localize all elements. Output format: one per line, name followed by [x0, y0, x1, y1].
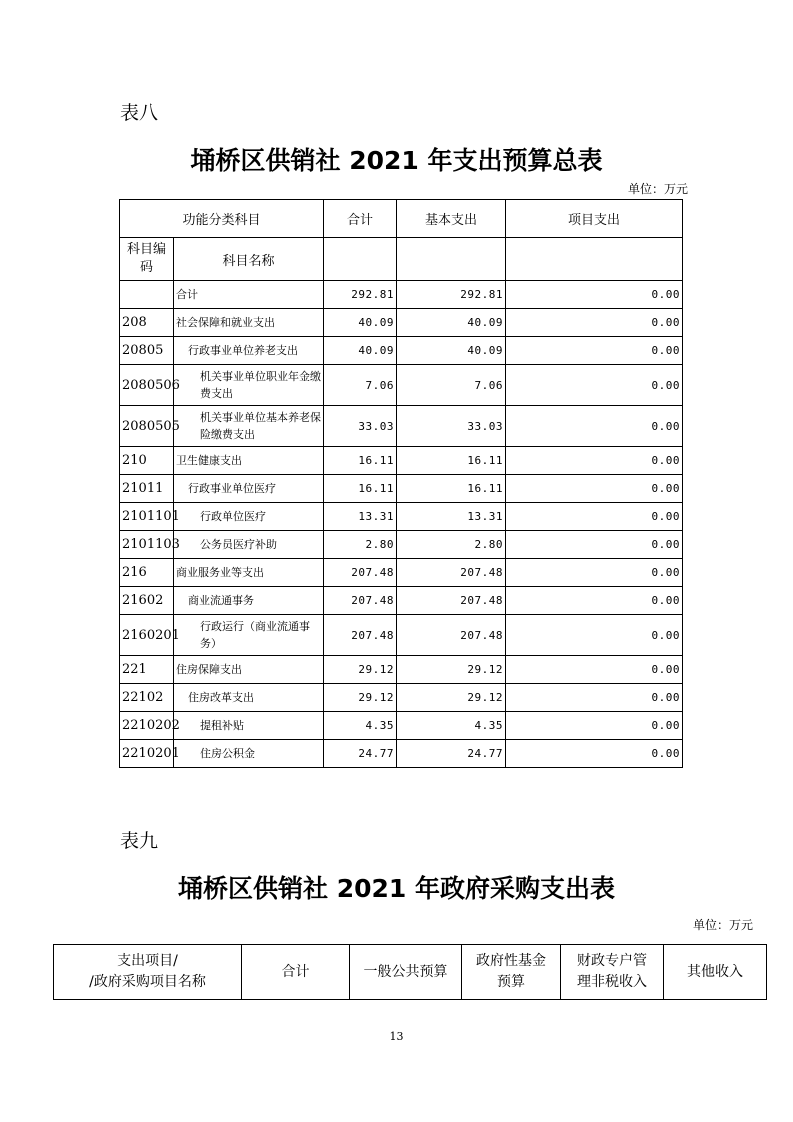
- row-name: 住房保障支出: [174, 656, 324, 684]
- row-code: 2101103: [120, 531, 174, 559]
- row-project: 0.00: [506, 559, 683, 587]
- doc-title-expenditure-budget: 埇桥区供销社 2021 年支出预算总表: [190, 146, 603, 175]
- row-code: 210: [120, 447, 174, 475]
- header-blank: [506, 238, 683, 281]
- row-total: 292.81: [324, 281, 397, 309]
- row-name: 行政运行（商业流通事务）: [174, 615, 324, 656]
- row-basic: 29.12: [397, 684, 506, 712]
- header-total: 合计: [242, 945, 350, 1000]
- row-project: 0.00: [506, 365, 683, 406]
- row-basic: 4.35: [397, 712, 506, 740]
- row-project: 0.00: [506, 475, 683, 503]
- header-row-2: [120, 238, 683, 281]
- row-name: 卫生健康支出: [174, 447, 324, 475]
- row-total: 40.09: [324, 337, 397, 365]
- table-row: [120, 475, 683, 503]
- header-basic: 基本支出: [397, 200, 506, 238]
- procurement-header-row: [54, 945, 767, 1000]
- procurement-table: [53, 944, 767, 1000]
- row-total: 207.48: [324, 587, 397, 615]
- table-row: [120, 365, 683, 406]
- row-basic: 40.09: [397, 309, 506, 337]
- row-total: 33.03: [324, 406, 397, 447]
- row-basic: 16.11: [397, 447, 506, 475]
- table-row: [120, 559, 683, 587]
- row-total: 29.12: [324, 684, 397, 712]
- unit-label: 单位：万元: [628, 182, 689, 196]
- row-basic: 207.48: [397, 615, 506, 656]
- row-basic: 24.77: [397, 740, 506, 768]
- row-basic: 2.80: [397, 531, 506, 559]
- row-name: 商业服务业等支出: [174, 559, 324, 587]
- row-code: 22102: [120, 684, 174, 712]
- row-project: 0.00: [506, 337, 683, 365]
- unit-label: 单位：万元: [693, 918, 754, 932]
- row-name: 机关事业单位基本养老保险缴费支出: [174, 406, 324, 447]
- table-row: [120, 503, 683, 531]
- row-name: 商业流通事务: [174, 587, 324, 615]
- row-code: [120, 281, 174, 309]
- table-row: [120, 531, 683, 559]
- row-basic: 7.06: [397, 365, 506, 406]
- row-basic: 207.48: [397, 559, 506, 587]
- row-basic: 292.81: [397, 281, 506, 309]
- row-name: 住房公积金: [174, 740, 324, 768]
- section-label-table9: 表九: [120, 830, 159, 852]
- table-row: [120, 337, 683, 365]
- row-code: 216: [120, 559, 174, 587]
- row-basic: 207.48: [397, 587, 506, 615]
- header-blank: [324, 238, 397, 281]
- row-project: 0.00: [506, 615, 683, 656]
- row-code: 20805: [120, 337, 174, 365]
- row-total: 7.06: [324, 365, 397, 406]
- row-project: 0.00: [506, 587, 683, 615]
- row-code: 2101101: [120, 503, 174, 531]
- table-row: [120, 309, 683, 337]
- table-row: [120, 684, 683, 712]
- table-row: [120, 447, 683, 475]
- table-row: [120, 615, 683, 656]
- row-total: 29.12: [324, 656, 397, 684]
- row-total: 207.48: [324, 615, 397, 656]
- row-name: 行政事业单位养老支出: [174, 337, 324, 365]
- page-number: 13: [389, 1030, 404, 1043]
- doc-title-procurement: 埇桥区供销社 2021 年政府采购支出表: [178, 874, 615, 903]
- row-total: 13.31: [324, 503, 397, 531]
- row-code: 208: [120, 309, 174, 337]
- row-name: 合计: [174, 281, 324, 309]
- row-project: 0.00: [506, 309, 683, 337]
- row-basic: 16.11: [397, 475, 506, 503]
- row-project: 0.00: [506, 406, 683, 447]
- row-project: 0.00: [506, 712, 683, 740]
- header-general-budget: 一般公共预算: [350, 945, 462, 1000]
- row-basic: 29.12: [397, 656, 506, 684]
- header-total: 合计: [324, 200, 397, 238]
- header-code: 科目编码: [120, 238, 174, 281]
- row-total: 16.11: [324, 475, 397, 503]
- table-row: [120, 281, 683, 309]
- row-total: 4.35: [324, 712, 397, 740]
- table-row: [120, 587, 683, 615]
- row-project: 0.00: [506, 684, 683, 712]
- row-code: 2210201: [120, 740, 174, 768]
- header-blank: [397, 238, 506, 281]
- header-gov-fund: 政府性基金 预算: [462, 945, 561, 1000]
- row-project: 0.00: [506, 740, 683, 768]
- row-code: 2080506: [120, 365, 174, 406]
- header-func-class: 功能分类科目: [120, 200, 324, 238]
- row-basic: 40.09: [397, 337, 506, 365]
- row-total: 24.77: [324, 740, 397, 768]
- header-row-1: [120, 200, 683, 238]
- row-name: 社会保障和就业支出: [174, 309, 324, 337]
- row-name: 行政事业单位医疗: [174, 475, 324, 503]
- row-name: 机关事业单位职业年金缴费支出: [174, 365, 324, 406]
- row-name: 提租补贴: [174, 712, 324, 740]
- row-name: 行政单位医疗: [174, 503, 324, 531]
- section-label-table8: 表八: [120, 102, 159, 124]
- table-row: [120, 712, 683, 740]
- table-row: [120, 656, 683, 684]
- row-name: 公务员医疗补助: [174, 531, 324, 559]
- row-project: 0.00: [506, 531, 683, 559]
- row-project: 0.00: [506, 656, 683, 684]
- header-name: 科目名称: [174, 238, 324, 281]
- table-row: [120, 740, 683, 768]
- row-code: 21011: [120, 475, 174, 503]
- header-item: 支出项目/ /政府采购项目名称: [54, 945, 242, 1000]
- row-project: 0.00: [506, 503, 683, 531]
- header-other-income: 其他收入: [664, 945, 767, 1000]
- row-code: 221: [120, 656, 174, 684]
- row-code: 2160201: [120, 615, 174, 656]
- expenditure-budget-table: [119, 199, 683, 768]
- row-basic: 13.31: [397, 503, 506, 531]
- row-project: 0.00: [506, 447, 683, 475]
- row-basic: 33.03: [397, 406, 506, 447]
- row-name: 住房改革支出: [174, 684, 324, 712]
- table-row: [120, 406, 683, 447]
- row-total: 40.09: [324, 309, 397, 337]
- header-special-account: 财政专户管 理非税收入: [561, 945, 664, 1000]
- header-project: 项目支出: [506, 200, 683, 238]
- row-total: 16.11: [324, 447, 397, 475]
- row-project: 0.00: [506, 281, 683, 309]
- row-total: 207.48: [324, 559, 397, 587]
- row-code: 2210202: [120, 712, 174, 740]
- row-code: 21602: [120, 587, 174, 615]
- row-code: 2080505: [120, 406, 174, 447]
- row-total: 2.80: [324, 531, 397, 559]
